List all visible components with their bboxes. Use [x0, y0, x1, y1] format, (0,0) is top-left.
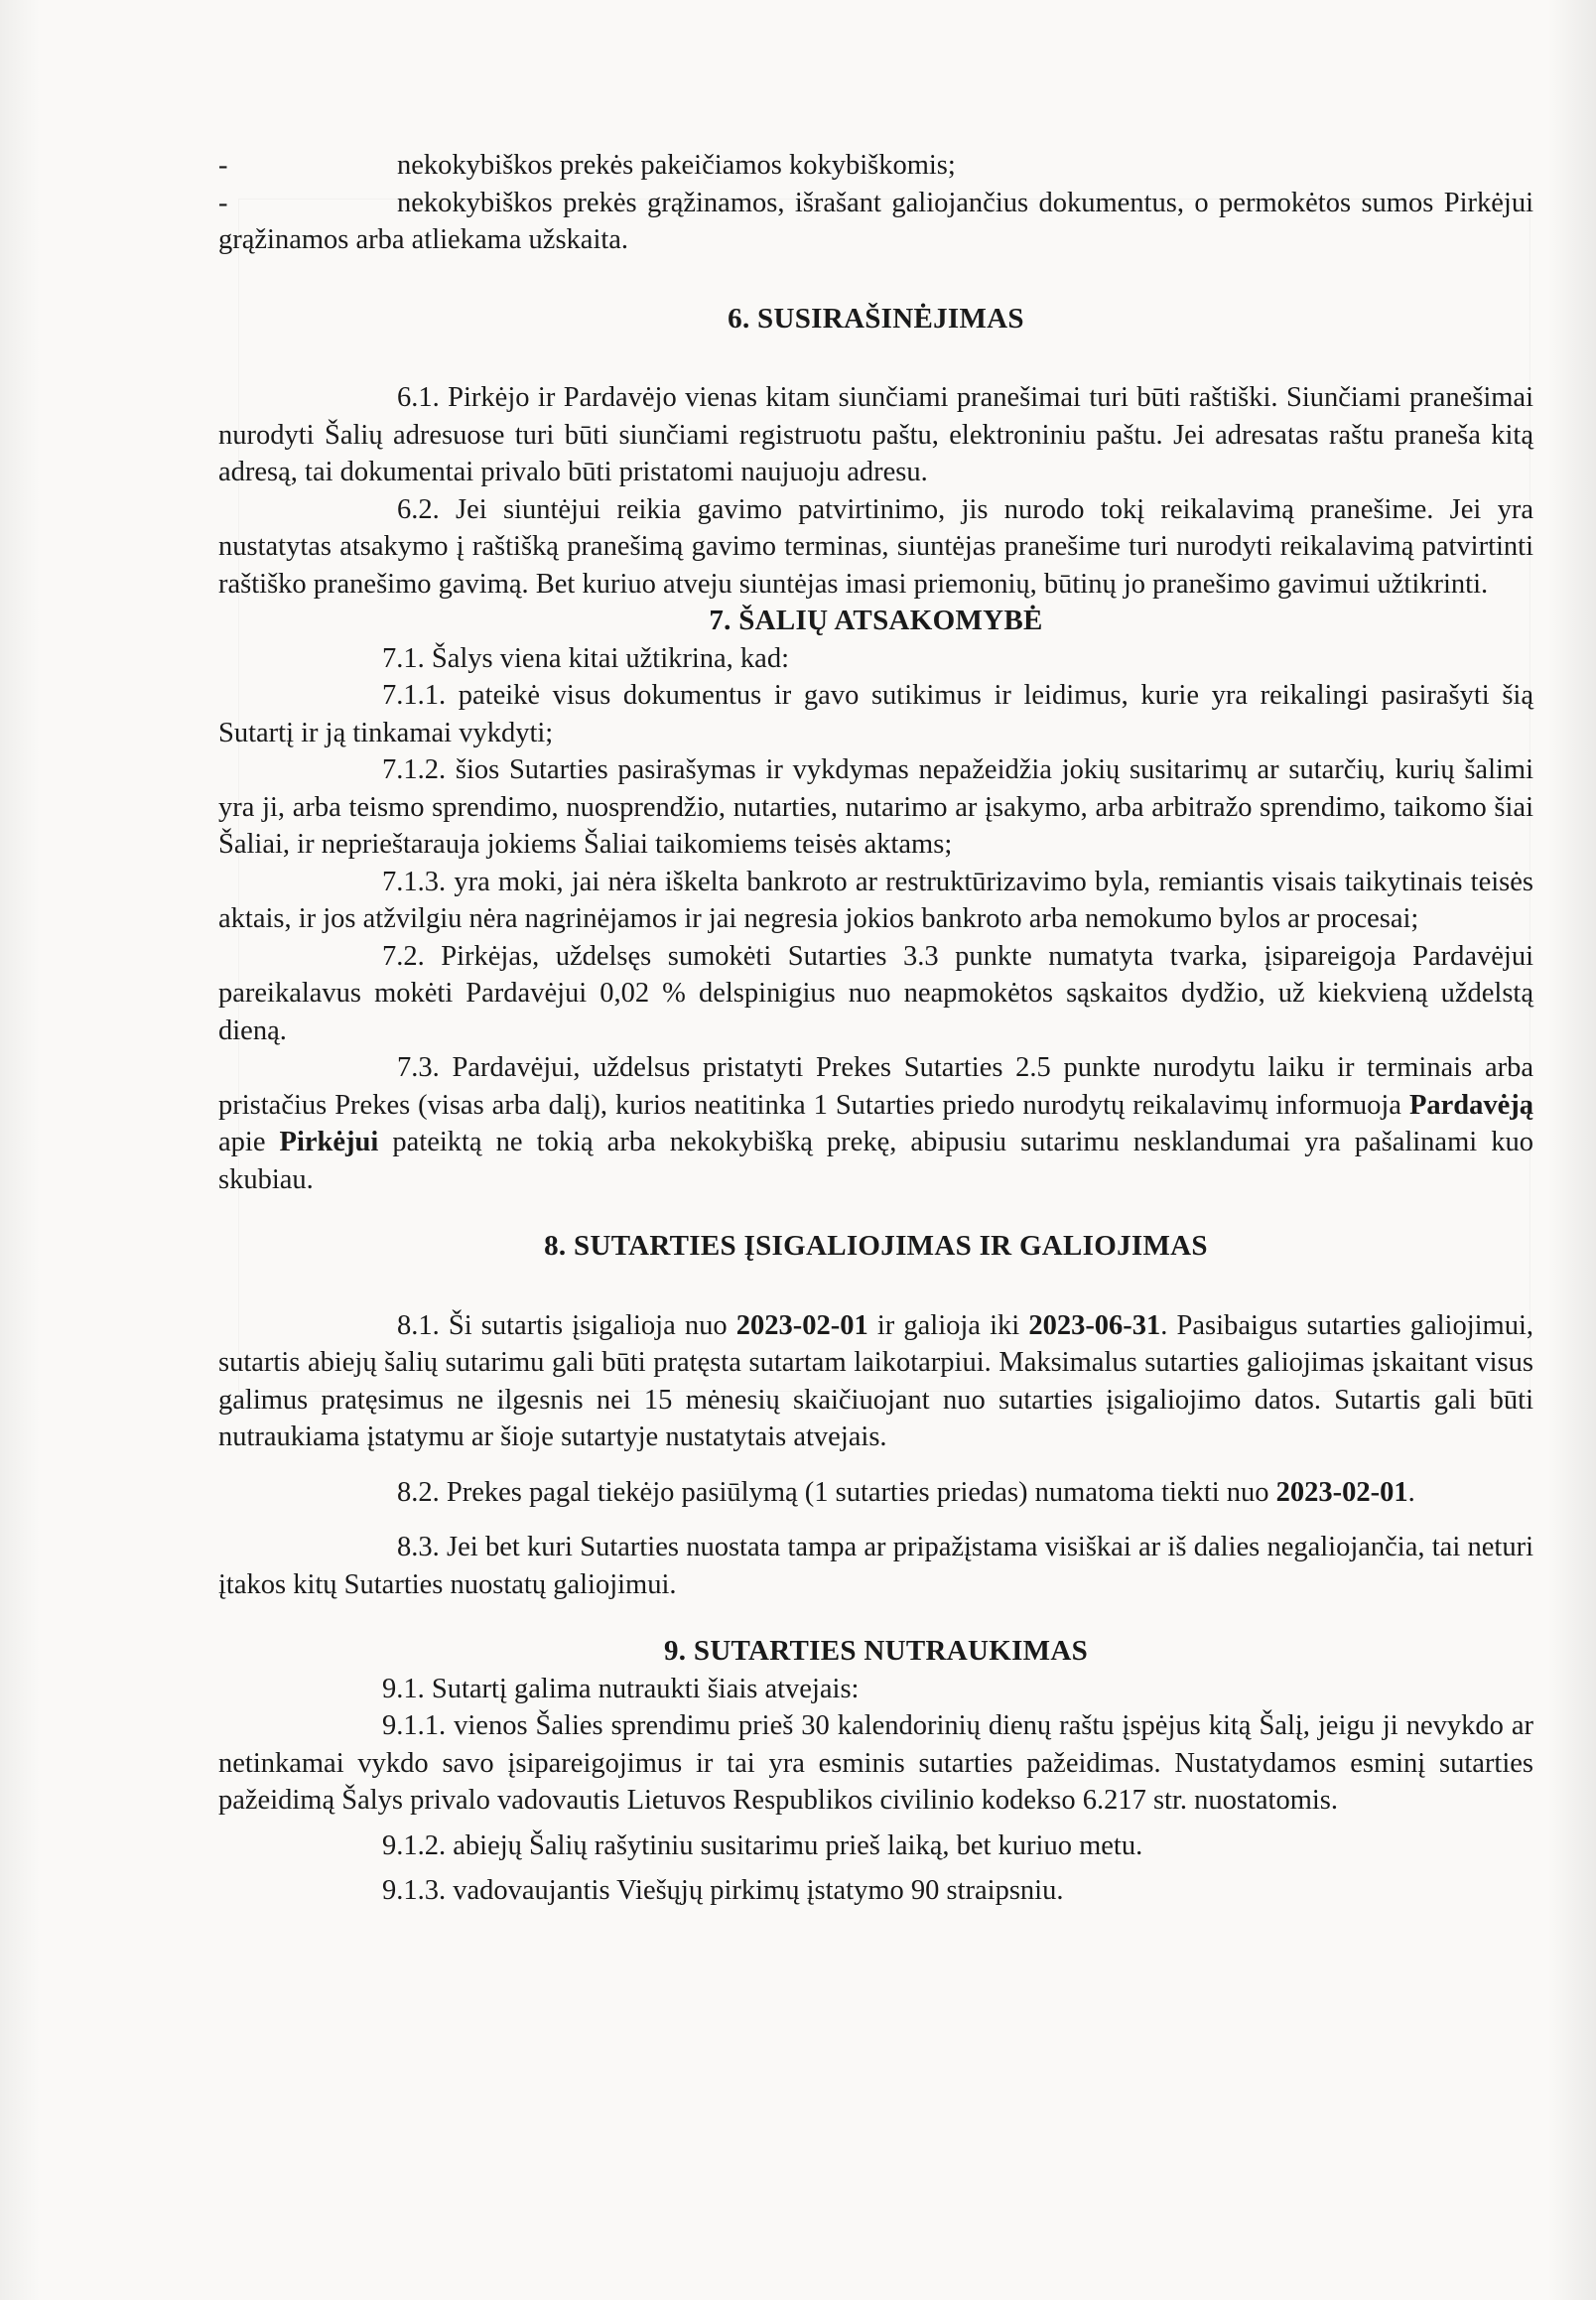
supply-date: 2023-02-01: [1275, 1476, 1408, 1508]
section-title-7: 7. ŠALIŲ ATSAKOMYBĖ: [709, 605, 1043, 636]
section-title-9: 9. SUTARTIES NUTRAUKIMAS: [663, 1635, 1089, 1667]
clause-7-1-1: 7.1.1. pateikė visus dokumentus ir gavo sutikimus ir leidimus, kurie yra reikalingi pasirašyti šią Sutartį ir ją tinkamai vykdyti;: [218, 680, 1533, 748]
party-seller: Pardavėją: [1408, 1089, 1533, 1121]
clause-7-3: 7.3. Pardavėjui, uždelsus pristatyti Prekes Sutarties 2.5 punkte nurodytu laiku ir terminais arba pristačius Prekes (visas arba dalį), kurios neatitinka 1 Sutarties priedo nurodytų reikalavimų informuoja Pardavėją apie Pirkėjui pateiktą ne tokią arba nekokybišką prekę, abipusiu sutarimu nesklandumai yra pašalinami kuo skubiau.: [218, 1052, 1533, 1195]
party-buyer: Pirkėjui: [279, 1127, 379, 1157]
clause-9-1-3: 9.1.3. vadovaujantis Viešųjų pirkimų įstatymo 90 straipsniu.: [382, 1875, 1064, 1906]
clause-7-2: 7.2. Pirkėjas, uždelsęs sumokėti Sutarties 3.3 punkte numatyta tvarka, įsipareigoja Pardavėjui pareikalavus mokėti Pardavėjui 0,02 % delspinigius nuo neapmokėtos sąskaitos dydžio, už kiekvieną uždelstą dieną.: [218, 940, 1533, 1046]
section-title-8: 8. SUTARTIES ĮSIGALIOJIMAS IR GALIOJIMAS: [544, 1230, 1208, 1262]
clause-6-1: 6.1. Pirkėjo ir Pardavėjo vienas kitam siunčiami pranešimai turi būti raštiški. Siunčiami pranešimai nurodyti Šalių adresuose turi būti siunčiami registruotu paštu, elektroniniu paštu. Jei adresatas raštu praneša kitą adresą, tai dokumentai privalo būti pristatomi naujuoju adresu.: [218, 382, 1533, 487]
bullet-item: [218, 185, 1533, 259]
bullet-text-cont: sumos Pirkėjui grąžinamos arba atliekama užskaita.: [218, 187, 1533, 255]
clause-7-1-2: 7.1.2. šios Sutarties pasirašymas ir vykdymas nepažeidžia jokių susitarimų ar sutarčių, kurių šalimi yra ji, arba teismo sprendimo, nuosprendžio, nutarties, nutarimo ar įsakymo, arba arbitražo sprendimo, taikomo šiai Šaliai, ir neprieštarauja jokiems Šaliai taikomiems teisės aktams;: [218, 754, 1533, 860]
clause-9-1-1: 9.1.1. vienos Šalies sprendimu prieš 30 kalendorinių dienų raštu įspėjus kitą Šalį, jeigu ji nevykdo ar netinkamai vykdo savo įsipareigojimus ir tai yra esminis sutarties pažeidimas. Nustatydamos esminį sutarties pažeidimą Šalys privalo vadovautis Lietuvos Respublikos civilinio kodekso 6.217 str. nuostatomis.: [218, 1710, 1533, 1816]
document-body: [218, 147, 1533, 1910]
clause-6-2: 6.2. Jei siuntėjui reikia gavimo patvirtinimo, jis nurodo tokį reikalavimą pranešime. Jei yra nustatytas atsakymo į raštišką pranešimą gavimo terminas, siuntėjas pranešime turi nurodyti reikalavimą patvirtinti raštiško pranešimo gavimą. Bet kuriuo atveju siuntėjas imasi priemonių, būtinų jo pranešimo gavimui užtikrinti.: [218, 493, 1533, 600]
bullet-dash: -: [218, 150, 228, 181]
bullet-text: nekokybiškos prekės pakeičiamos kokybiškomis;: [397, 150, 956, 181]
bullet-item: [218, 147, 1533, 185]
bullet-dash: -: [218, 187, 228, 218]
clause-8-2: 8.2. Prekes pagal tiekėjo pasiūlymą (1 sutarties priedas) numatoma tiekti nuo 2023-02-01.: [397, 1476, 1415, 1508]
bullet-text: nekokybiškos prekės grąžinamos, išrašant galiojančius dokumentus, o permokėtos: [397, 187, 1352, 218]
clause-7-1: 7.1. Šalys viena kitai užtikrina, kad:: [382, 642, 789, 674]
end-date: 2023-06-31: [1028, 1309, 1161, 1341]
clause-8-1: 8.1. Ši sutartis įsigalioja nuo 2023-02-01 ir galioja iki 2023-06-31. Pasibaigus sutarties galiojimui, sutartis abiejų šalių sutarimu gali būti pratęsta sutartam laikotarpiui. Maksimalus sutarties galiojimas įskaitant visus galimus pratęsimus ne ilgesnis nei 15 mėnesių skaičiuojant nuo sutarties įsigaliojimo datos. Sutartis gali būti nutraukiama įstatymu ar šioje sutartyje nustatytais atvejais.: [218, 1309, 1533, 1452]
start-date: 2023-02-01: [735, 1309, 868, 1341]
clause-8-3: 8.3. Jei bet kuri Sutarties nuostata tampa ar pripažįstama visiškai ar iš dalies negaliojančia, tai neturi įtakos kitų Sutarties nuostatų galiojimui.: [218, 1532, 1533, 1600]
section-title-6: 6. SUSIRAŠINĖJIMAS: [728, 302, 1024, 335]
clause-9-1-2: 9.1.2. abiejų Šalių rašytiniu susitarimu prieš laiką, bet kuriuo metu.: [382, 1829, 1143, 1861]
clause-7-1-3: 7.1.3. yra moki, jai nėra iškelta bankroto ar restruktūrizavimo byla, remiantis visais taikytinais teisės aktais, ir jos atžvilgiu nėra nagrinėjamos ir jai negresia jokios bankroto arba nemokumo bylos ar procesai;: [218, 866, 1533, 934]
clause-9-1: 9.1. Sutartį galima nutraukti šiais atvejais:: [382, 1673, 860, 1704]
